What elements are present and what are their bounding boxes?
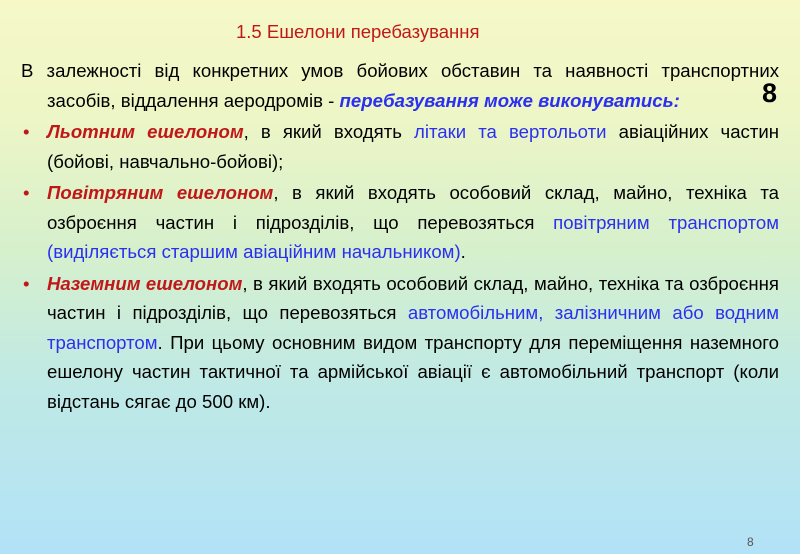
intro-paragraph xyxy=(21,56,779,115)
item-text: , в який входять xyxy=(243,121,414,142)
term-flight-echelon: Льотним ешелоном xyxy=(47,121,244,142)
item-highlight: повітряним транспортом (виділяється старшим авіаційним начальником) xyxy=(47,211,780,262)
slide-content xyxy=(21,56,779,416)
term-ground-echelon: Наземним ешелоном xyxy=(47,272,243,294)
term-air-echelon: Повітряним ешелоном xyxy=(47,182,274,203)
echelon-list xyxy=(21,117,779,416)
bullet-icon: • xyxy=(23,272,30,294)
bullet-icon: • xyxy=(23,121,30,142)
item-highlight: літаки та вертольоти xyxy=(414,121,607,142)
list-item-flight-echelon xyxy=(21,117,779,176)
item-text: . При цьому основним видом транспорту для переміщення наземного ешелону частин тактичної та армійської авіації є автомобільний транспорт (коли відстань сягає до 500 км). xyxy=(47,331,779,412)
intro-text: В залежності від конкретних умов бойових обставин та наявності транспортних засобів, віддалення аеродромів - xyxy=(21,60,779,111)
item-text: авіаційних частин (бойові, навчально-бойові); xyxy=(47,121,780,172)
item-text: . xyxy=(460,241,466,262)
item-highlight: автомобільним, залізничним або водним транспортом xyxy=(47,302,779,353)
slide-title: 1.5 Ешелони перебазування xyxy=(236,21,480,42)
page-mark: 8 xyxy=(762,78,778,108)
slide-number: 8 xyxy=(747,535,754,549)
bullet-icon: • xyxy=(23,182,30,203)
item-text: , в який входять особовий склад, майно, техніка та озброєння частин і підрозділів, що перевозяться xyxy=(47,182,779,233)
item-text: , в який входять особовий склад, майно, техніка та озброєння частин і підрозділів, що перевозяться xyxy=(47,272,779,323)
intro-emphasis: перебазування може виконуватись: xyxy=(339,89,680,111)
list-item-air-echelon xyxy=(21,178,779,267)
list-item-ground-echelon xyxy=(21,269,779,417)
